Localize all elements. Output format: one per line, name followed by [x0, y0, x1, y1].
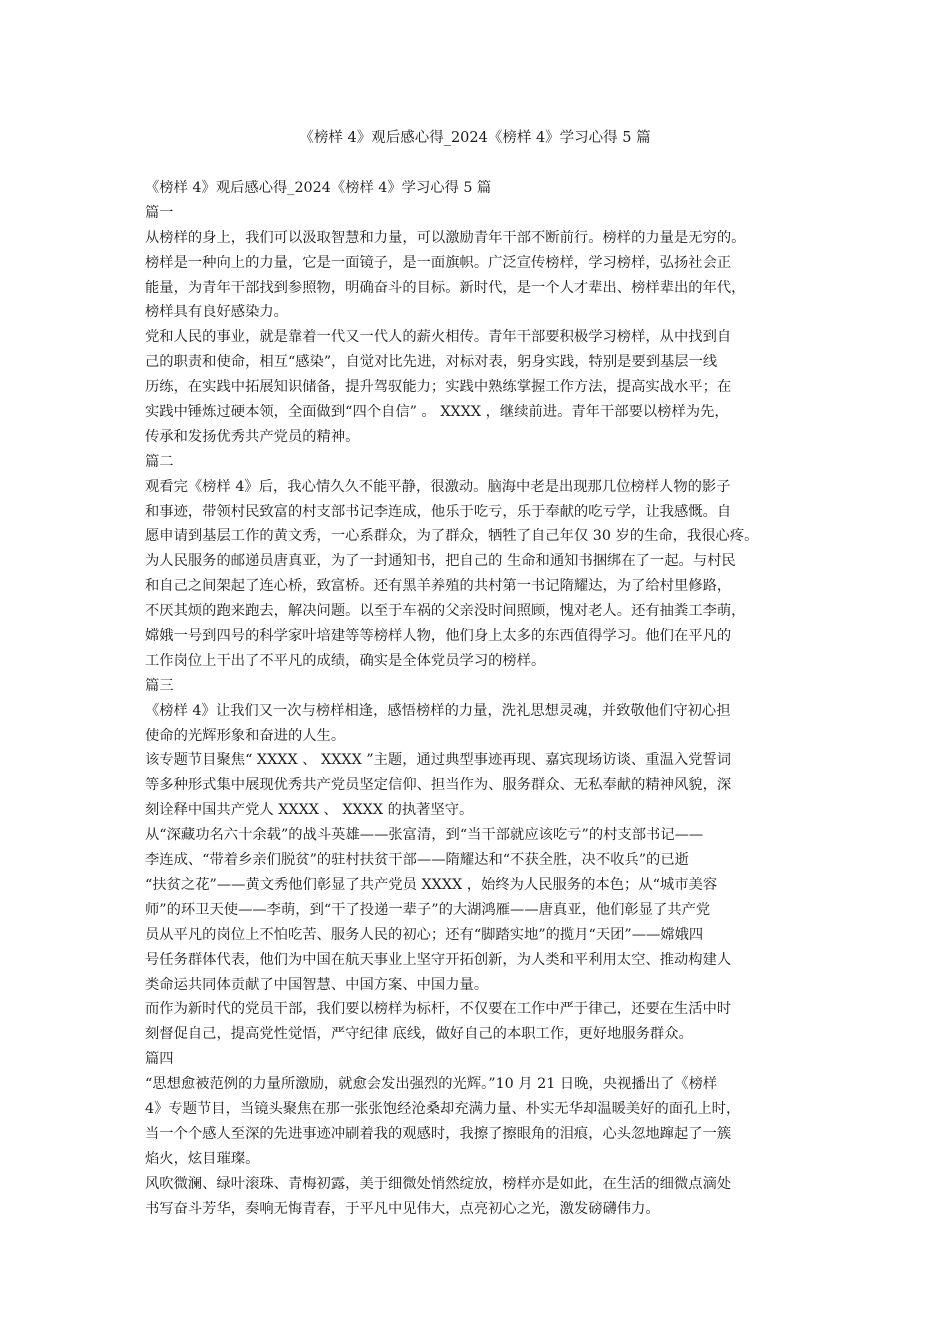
text-line: 传承和发扬优秀共产党员的精神。	[145, 428, 360, 445]
text-line: 类命运共同体贡献了中国智慧、中国方案、中国力量。	[145, 976, 489, 993]
text-line: 等多种形式集中展现优秀共产党员坚定信仰、担当作为、服务群众、无私奉献的精神风貌，深	[145, 777, 732, 794]
text-line: 该专题节目聚焦“ XXXX 、 XXXX ”主题，通过典型事迹再现、嘉宾现场访谈、重温入党誓词	[145, 752, 732, 769]
text-line: “思想愈被范例的力量所激励，就愈会发出强烈的光辉。”10 月 21 日晚，央视播出了《榜样	[145, 1076, 718, 1093]
text-line: 能量，为青年干部找到参照物，明确奋斗的目标。新时代，是一个人才辈出、榜样辈出的年代，	[145, 279, 746, 296]
text-line: 党和人民的事业，就是靠着一代又一代人的薪火相传。青年干部要积极学习榜样，从中找到自	[145, 329, 732, 346]
document-body	[145, 176, 811, 1221]
text-line: 而作为新时代的党员干部，我们要以榜样为标杆，不仅要在工作中严于律己，还要在生活中时	[145, 1001, 732, 1018]
text-line: 师”的环卫天使——李萌，到“干了投递一辈子”的大湖鸿雁——唐真亚，他们彰显了共产党	[145, 901, 711, 918]
text-line: 己的职责和使命，相互“感染”，自觉对比先进，对标对表，躬身实践，特别是要到基层一线	[145, 354, 718, 371]
text-line: 员从平凡的岗位上不怕吃苦、服务人民的初心；还有“脚踏实地”的揽月“天团”——嫦娥四	[145, 926, 704, 943]
text-line: 篇三	[145, 677, 174, 694]
text-line: 李连成、“带着乡亲们脱贫”的驻村扶贫干部——隋耀达和“不获全胜，决不收兵”的已逝	[145, 852, 689, 869]
text-line: 刻诠释中国共产党人 XXXX 、 XXXX 的执著坚守。	[145, 802, 474, 819]
text-line: 榜样是一种向上的力量，它是一面镜子，是一面旗帜。广泛宣传榜样，学习榜样，弘扬社会正	[145, 254, 732, 271]
text-line: 和自己之间架起了连心桥，致富桥。还有黑羊养殖的共村第一书记隋耀达，为了给村里修路，	[145, 578, 732, 595]
text-line: 号任务群体代表，他们为中国在航天事业上坚守开拓创新，为人类和平利用太空、推动构建人	[145, 951, 732, 968]
text-line: 书写奋斗芳华，奏响无悔青春，于平凡中见伟大，点亮初心之光，激发磅礴伟力。	[145, 1200, 660, 1217]
text-line: 当一个个感人至深的先进事迹冲刷着我的观感时，我擦了擦眼角的泪痕，心头忽地蹿起了一簇	[145, 1125, 732, 1142]
text-line: 4》专题节目，当镜头聚焦在那一张张饱经沧桑却充满力量、朴实无华却温暖美好的面孔上时，	[145, 1100, 741, 1117]
text-line: 嫦娥一号到四号的科学家叶培建等等榜样人物，他们身上太多的东西值得学习。他们在平凡的	[145, 628, 732, 645]
text-line: 工作岗位上干出了不平凡的成绩，确实是全体党员学习的榜样。	[145, 652, 546, 669]
text-line: 和事迹，带领村民致富的村支部书记李连成，他乐于吃亏，乐于奉献的吃亏学，让我感慨。自	[145, 503, 732, 520]
text-line: 榜样具有良好感染力。	[145, 304, 288, 321]
text-line: 篇四	[145, 1051, 174, 1068]
text-line: 历练，在实践中拓展知识储备，提升驾驭能力；实践中熟练掌握工作方法，提高实战水平；在	[145, 379, 732, 396]
text-line: 篇二	[145, 453, 174, 470]
text-line: 风吹微澜、绿叶滚珠、青梅初露，美于细微处悄然绽放，榜样亦是如此，在生活的细微点滴处	[145, 1175, 732, 1192]
text-line: 从“深藏功名六十余载”的战斗英雄——张富清，到“当干部就应该吃亏”的村支部书记——	[145, 827, 704, 844]
text-line: 观看完《榜样 4》后，我心情久久不能平静，很激动。脑海中老是出现那几位榜样人物的影子	[145, 478, 731, 495]
text-line: 《榜样 4》观后感心得_2024《榜样 4》学习心得 5 篇	[145, 180, 492, 196]
text-line: 《榜样 4》让我们又一次与榜样相逢，感悟榜样的力量，洗礼思想灵魂，并致敬他们守初心担	[145, 702, 731, 719]
text-line: 刻督促自己，提高党性觉悟，严守纪律 底线，做好自己的本职工作，更好地服务群众。	[145, 1026, 693, 1043]
text-line: 从榜样的身上，我们可以汲取智慧和力量，可以激励青年干部不断前行。榜样的力量是无穷的。	[145, 229, 746, 246]
text-line: 焰火，炫目璀璨。	[145, 1150, 260, 1167]
text-line: 不厌其烦的跑来跑去，解决问题。以至于车祸的父亲没时间照顾，愧对老人。还有抽粪工李萌，	[145, 603, 746, 620]
page-title: 《榜样 4》观后感心得_2024《榜样 4》学习心得 5 篇	[299, 130, 651, 146]
text-line: 使命的光辉形象和奋进的人生。	[145, 727, 346, 744]
text-line: 篇一	[145, 204, 174, 221]
text-line: “扶贫之花”——黄文秀他们彰显了共产党员 XXXX ，始终为人民服务的本色；从“城市美容	[145, 876, 718, 893]
text-line: 实践中锤炼过硬本领，全面做到“四个自信” 。 XXXX ，继续前进。青年干部要以榜样为先，	[145, 404, 729, 421]
text-line: 为人民服务的邮递员唐真亚，为了一封通知书，把自己的 生命和通知书捆绑在了一起。与村民	[145, 553, 736, 570]
text-line: 愿申请到基层工作的黄文秀，一心系群众，为了群众，牺牲了自己年仅 30 岁的生命，我很心疼。	[145, 528, 759, 545]
